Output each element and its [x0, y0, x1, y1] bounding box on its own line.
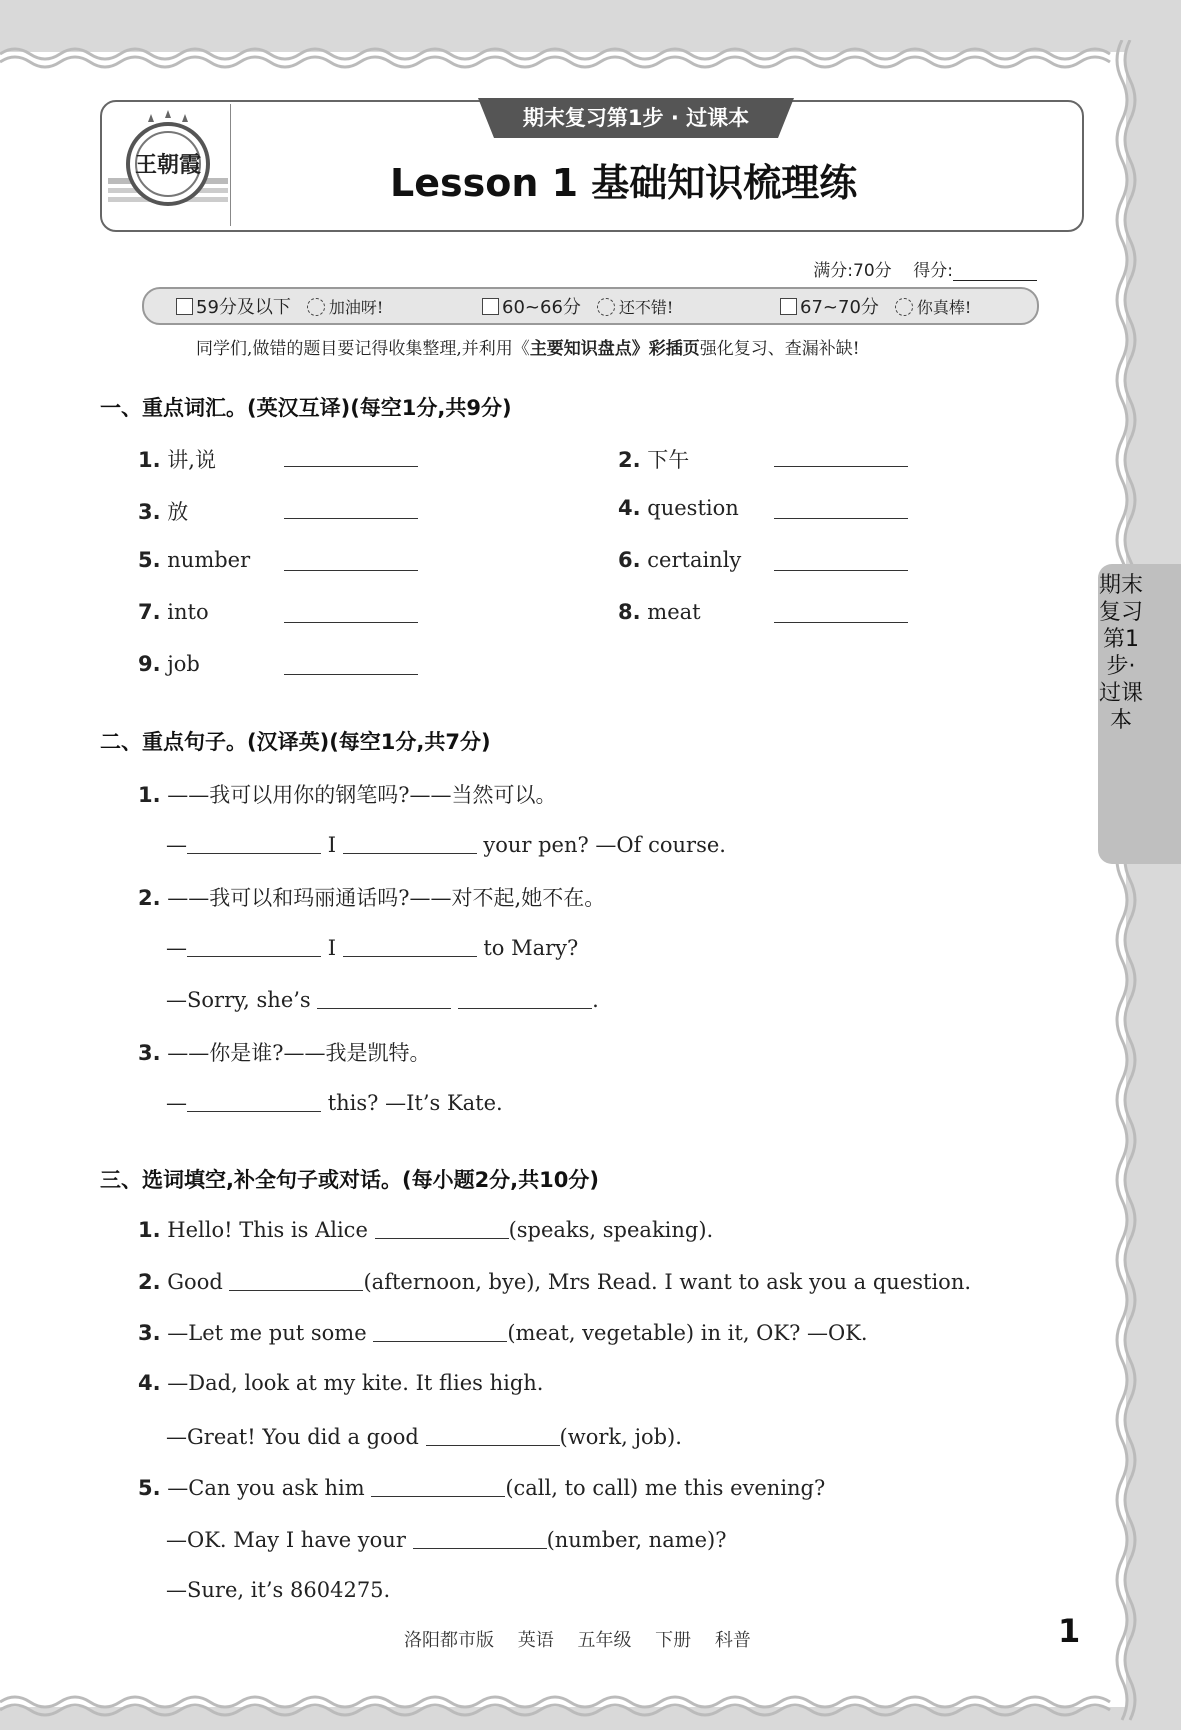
- answer-blank[interactable]: [187, 1089, 321, 1112]
- smiley-icon: [307, 298, 325, 316]
- logo-emblem: [108, 108, 228, 220]
- answer-blank[interactable]: [426, 1423, 560, 1446]
- answer-blank[interactable]: [229, 1268, 363, 1291]
- answer-blank[interactable]: [284, 548, 418, 571]
- score-line: [813, 256, 1037, 281]
- fill-question-4-answer: —Great! You did a good (work, job).: [166, 1425, 682, 1449]
- vocab-item-4: 4. question: [618, 496, 739, 520]
- sentence-3-answer: — this? —It’s Kate.: [166, 1091, 503, 1115]
- fill-question-5-line2: —OK. May I have your (number, name)?: [166, 1528, 727, 1552]
- fill-question-5: 5. —Can you ask him (call, to call) me this evening?: [138, 1476, 826, 1500]
- answer-blank[interactable]: [284, 444, 418, 467]
- banner-text: 期末复习第1步 · 过课本: [522, 106, 750, 130]
- answer-blank[interactable]: [187, 831, 321, 854]
- answer-blank[interactable]: [774, 548, 908, 571]
- page-number: 1: [1058, 1612, 1081, 1650]
- answer-blank[interactable]: [458, 986, 592, 1009]
- wavy-border-top: [0, 40, 1181, 80]
- vocab-item-8: 8. meat: [618, 600, 701, 624]
- sentence-1-cn: 1. ——我可以用你的钢笔吗?——当然可以。: [138, 783, 557, 807]
- smiley-icon: [597, 298, 615, 316]
- answer-blank[interactable]: [343, 934, 477, 957]
- answer-blank[interactable]: [774, 496, 908, 519]
- wavy-border-bottom: [0, 1690, 1181, 1730]
- answer-blank[interactable]: [373, 1319, 507, 1342]
- answer-blank[interactable]: [284, 652, 418, 675]
- answer-blank[interactable]: [317, 986, 451, 1009]
- answer-blank[interactable]: [375, 1216, 509, 1239]
- svg-text:王朝霞: 王朝霞: [134, 152, 202, 178]
- sentence-1-answer: — I your pen? —Of course.: [166, 833, 726, 857]
- checkbox[interactable]: [780, 298, 797, 315]
- vocab-item-6: 6. certainly: [618, 548, 742, 572]
- answer-blank[interactable]: [343, 831, 477, 854]
- fill-question-1: 1. Hello! This is Alice (speaks, speaking).: [138, 1218, 714, 1242]
- vocab-item-3: 3. 放: [138, 500, 189, 524]
- vocab-item-5: 5. number: [138, 548, 251, 572]
- vocab-item-1: 1. 讲,说: [138, 448, 216, 472]
- vocab-item-7: 7. into: [138, 600, 209, 624]
- section-1-title: 一、重点词汇。(英汉互译)(每空1分,共9分): [100, 396, 512, 420]
- page-title: Lesson 1 基础知识梳理练: [390, 161, 858, 205]
- answer-blank[interactable]: [187, 934, 321, 957]
- side-tab-text: 期末复习第1步·过课本: [1098, 573, 1143, 733]
- sentence-2-cn: 2. ——我可以和玛丽通话吗?——对不起,她不在。: [138, 886, 606, 910]
- answer-blank[interactable]: [774, 444, 908, 467]
- sentence-2-answer-b: —Sorry, she’s .: [166, 988, 599, 1012]
- answer-blank[interactable]: [413, 1526, 547, 1549]
- fill-question-3: 3. —Let me put some (meat, vegetable) in it, OK? —OK.: [138, 1321, 868, 1345]
- checkbox[interactable]: [482, 298, 499, 315]
- checkbox[interactable]: [176, 298, 193, 315]
- full-score: 满分:70分: [813, 261, 892, 281]
- smiley-icon: [895, 298, 913, 316]
- instruction-note: 同学们,做错的题目要记得收集整理,并利用《主要知识盘点》彩插页强化复习、查漏补缺!: [196, 339, 860, 359]
- vocab-item-2: 2. 下午: [618, 448, 690, 472]
- sentence-2-answer-a: — I to Mary?: [166, 936, 579, 960]
- sentence-3-cn: 3. ——你是谁?——我是凯特。: [138, 1041, 431, 1065]
- wavy-border-right: [1110, 40, 1181, 1730]
- fill-question-5-line3: —Sure, it’s 8604275.: [166, 1578, 391, 1602]
- fill-question-2: 2. Good (afternoon, bye), Mrs Read. I want to ask you a question.: [138, 1270, 972, 1294]
- score-level-1: 59分及以下 加油呀!: [176, 293, 383, 319]
- score-level-3: 67~70分 你真棒!: [780, 293, 971, 319]
- section-2-title: 二、重点句子。(汉译英)(每空1分,共7分): [100, 730, 491, 754]
- answer-blank[interactable]: [371, 1474, 505, 1497]
- answer-blank[interactable]: [284, 496, 418, 519]
- header-divider: [230, 104, 231, 226]
- answer-blank[interactable]: [774, 600, 908, 623]
- vocab-item-9: 9. job: [138, 652, 200, 676]
- score-label: 得分:: [913, 261, 953, 281]
- score-level-2: 60~66分 还不错!: [482, 293, 673, 319]
- fill-question-4: 4. —Dad, look at my kite. It flies high.: [138, 1371, 544, 1395]
- answer-blank[interactable]: [284, 600, 418, 623]
- section-3-title: 三、选词填空,补全句子或对话。(每小题2分,共10分): [100, 1168, 599, 1192]
- score-blank[interactable]: [953, 264, 1037, 281]
- footer-edition: 洛阳都市版 英语 五年级 下册 科普: [404, 1630, 751, 1651]
